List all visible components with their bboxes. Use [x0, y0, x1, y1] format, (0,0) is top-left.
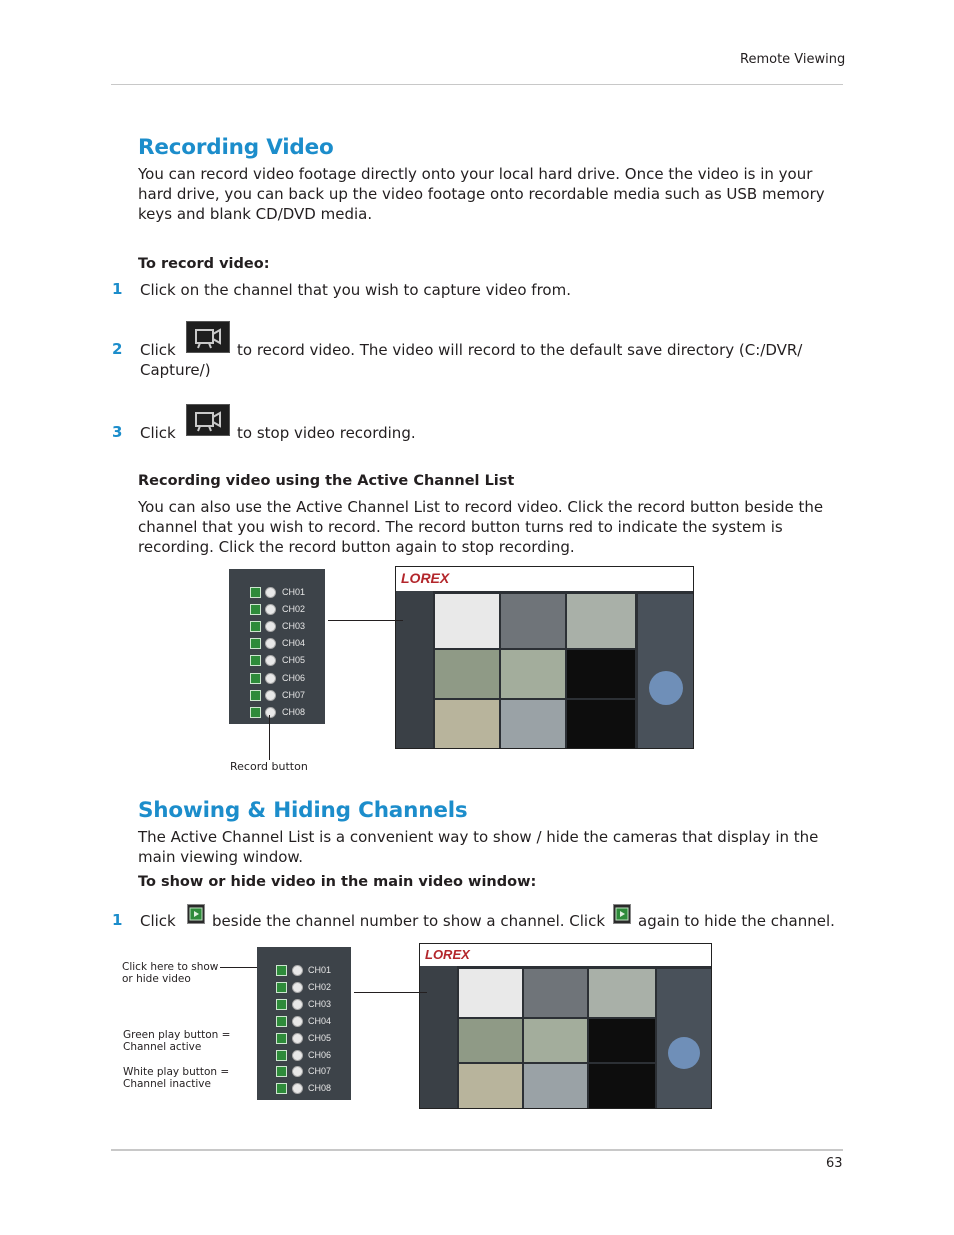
procedure-heading: To show or hide video in the main video window: — [138, 874, 537, 890]
channel-label: CH08 — [308, 1083, 332, 1094]
record-button-icon[interactable] — [292, 999, 303, 1010]
record-button-icon[interactable] — [292, 1066, 303, 1077]
record-button-icon[interactable] — [265, 587, 276, 598]
play-icon — [188, 905, 204, 923]
record-video-button[interactable] — [186, 321, 230, 353]
record-button-icon[interactable] — [292, 1016, 303, 1027]
sub-text: You can also use the Active Channel List to record video. Click the record button beside the channel that you wish to record. The record button turns red to indicate the system is recording. Click the record button again to stop recording. — [138, 498, 824, 556]
step-number: 1 — [112, 911, 123, 929]
channel-label: CH08 — [282, 706, 306, 717]
video-camera-icon — [187, 405, 229, 435]
play-toggle-icon[interactable] — [250, 604, 261, 615]
header-divider — [111, 84, 843, 85]
channel-label: CH07 — [308, 1066, 332, 1077]
channel-row — [229, 637, 319, 651]
channel-label: CH06 — [308, 1049, 332, 1060]
figure-caption: Record button — [230, 760, 308, 773]
play-channel-button[interactable] — [613, 904, 631, 924]
channel-label: CH04 — [308, 1015, 332, 1026]
play-toggle-icon[interactable] — [250, 707, 261, 718]
channel-row — [229, 603, 319, 617]
play-toggle-icon[interactable] — [276, 1050, 287, 1061]
leader-line — [269, 715, 270, 760]
channel-row — [257, 1015, 347, 1029]
channel-row — [257, 1065, 347, 1079]
channel-row — [257, 998, 347, 1012]
play-toggle-icon[interactable] — [250, 587, 261, 598]
play-toggle-icon[interactable] — [276, 982, 287, 993]
step-text: to record video. The video will record to the default save directory (C:/DVR/ — [237, 341, 803, 359]
channel-row — [229, 689, 319, 703]
step-text-click: Click — [140, 912, 176, 930]
video-camera-icon — [187, 322, 229, 352]
channel-row — [257, 1049, 347, 1063]
step-text: to stop video recording. — [237, 424, 416, 442]
record-button-icon[interactable] — [265, 690, 276, 701]
callout-white-play: White play button = Channel inactive — [123, 1066, 230, 1090]
step-text: again to hide the channel. — [638, 912, 835, 930]
step-number: 1 — [112, 280, 123, 298]
record-button-icon[interactable] — [265, 638, 276, 649]
channel-row — [229, 706, 319, 720]
section-intro: You can record video footage directly onto your local hard drive. Once the video is in your hard drive, you can back up the video footage onto recordable media such as USB memory keys and blank CD/DVD media. — [138, 165, 825, 223]
play-icon — [614, 905, 630, 923]
step-text: beside the channel number to show a channel. Click — [212, 912, 606, 930]
channel-label: CH03 — [308, 998, 332, 1009]
active-channel-list — [257, 947, 351, 1100]
channel-row — [257, 1082, 347, 1096]
channel-label: CH01 — [282, 587, 306, 597]
record-button-icon[interactable] — [292, 1050, 303, 1061]
stop-record-button[interactable] — [186, 404, 230, 436]
play-toggle-icon[interactable] — [250, 690, 261, 701]
channel-label: CH05 — [308, 1032, 332, 1043]
step-text-cont: Capture/) — [140, 361, 211, 379]
play-toggle-icon[interactable] — [276, 1083, 287, 1094]
channel-label: CH07 — [282, 689, 306, 700]
leader-line — [354, 992, 427, 993]
step-text-click: Click — [140, 424, 176, 442]
play-channel-button[interactable] — [187, 904, 205, 924]
page-number: 63 — [826, 1156, 843, 1171]
play-toggle-icon[interactable] — [276, 1016, 287, 1027]
callout-show-hide: Click here to show or hide video — [122, 961, 219, 985]
channel-row — [229, 586, 319, 600]
channel-row — [257, 964, 347, 978]
step-number: 3 — [112, 423, 123, 441]
play-toggle-icon[interactable] — [250, 673, 261, 684]
callout-green-play: Green play button = Channel active — [123, 1029, 231, 1053]
record-button-icon[interactable] — [292, 1033, 303, 1044]
channel-label: CH06 — [282, 672, 306, 683]
procedure-heading: To record video: — [138, 256, 270, 272]
channel-label: CH01 — [308, 965, 332, 975]
channel-row — [229, 672, 319, 686]
play-toggle-icon[interactable] — [276, 999, 287, 1010]
record-button-icon[interactable] — [265, 655, 276, 666]
play-toggle-icon[interactable] — [250, 655, 261, 666]
channel-row — [229, 654, 319, 668]
record-button-icon[interactable] — [265, 621, 276, 632]
channel-label: CH04 — [282, 638, 306, 649]
section-title-recording-video: Recording Video — [138, 135, 334, 160]
channel-label: CH03 — [282, 621, 306, 632]
channel-label: CH02 — [282, 604, 306, 615]
lorex-logo: LOREX — [401, 570, 450, 586]
sub-heading: Recording video using the Active Channel List — [138, 473, 515, 489]
channel-row — [257, 981, 347, 995]
play-toggle-icon[interactable] — [250, 638, 261, 649]
record-button-icon[interactable] — [265, 604, 276, 615]
channel-label: CH05 — [282, 655, 306, 666]
footer-divider — [111, 1149, 843, 1151]
step-number: 2 — [112, 340, 123, 358]
step-text: Click on the channel that you wish to capture video from. — [140, 281, 571, 299]
record-button-icon[interactable] — [265, 707, 276, 718]
leader-line — [328, 620, 403, 621]
record-button-icon[interactable] — [292, 965, 303, 976]
channel-row — [229, 620, 319, 634]
play-toggle-icon[interactable] — [276, 965, 287, 976]
record-button-icon[interactable] — [292, 982, 303, 993]
play-toggle-icon[interactable] — [276, 1033, 287, 1044]
dvr-screenshot — [419, 943, 712, 1109]
play-toggle-icon[interactable] — [250, 621, 261, 632]
record-button-icon[interactable] — [292, 1083, 303, 1094]
play-toggle-icon[interactable] — [276, 1066, 287, 1077]
channel-row — [257, 1032, 347, 1046]
section-title-showing-hiding: Showing & Hiding Channels — [138, 798, 468, 823]
lorex-logo: LOREX — [425, 947, 470, 962]
active-channel-list — [229, 569, 325, 724]
running-header: Remote Viewing — [740, 52, 846, 67]
dvr-screenshot — [395, 566, 694, 749]
section-intro: The Active Channel List is a convenient way to show / hide the cameras that display in the main viewing window. — [138, 828, 819, 866]
step-text-click: Click — [140, 341, 176, 359]
channel-label: CH02 — [308, 981, 332, 992]
record-button-icon[interactable] — [265, 673, 276, 684]
